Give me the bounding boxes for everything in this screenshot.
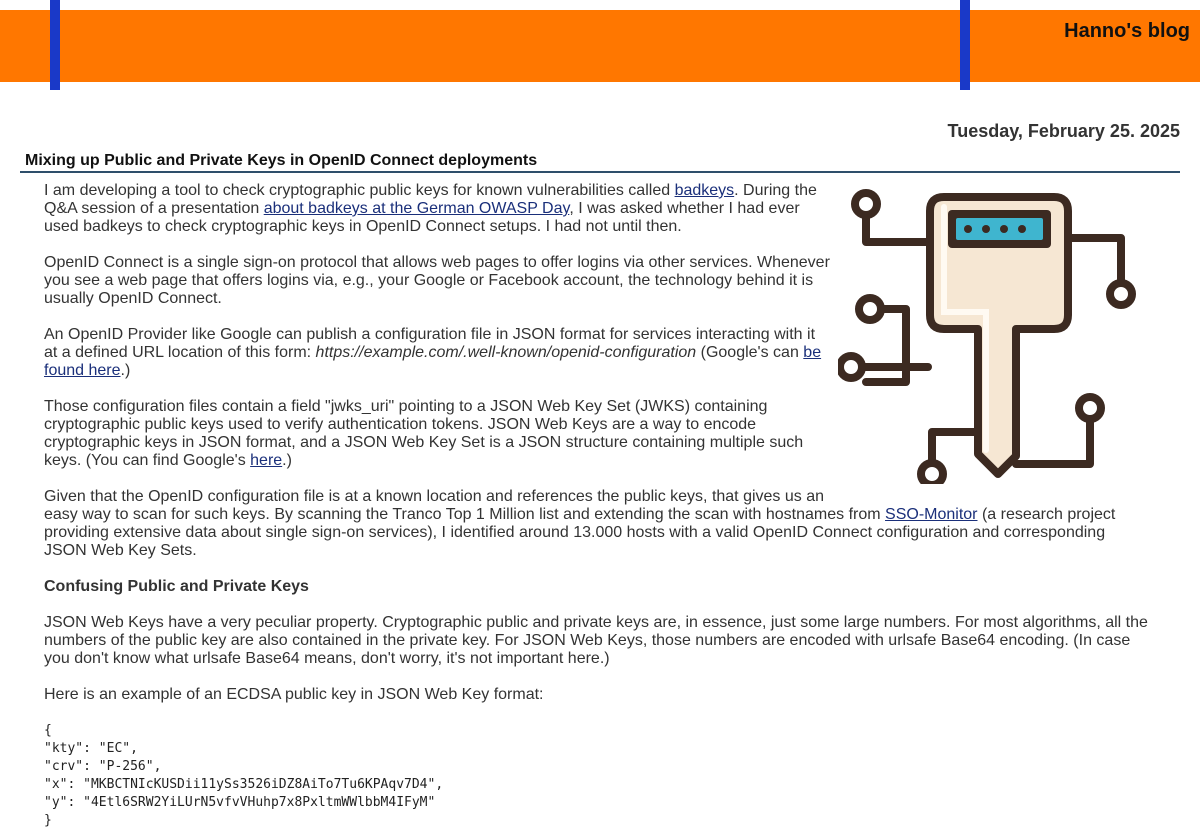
config-url: https://example.com/.well-known/openid-configuration [315, 344, 697, 361]
right-accent-bar [960, 0, 970, 90]
owasp-day-link[interactable]: about badkeys at the German OWASP Day [263, 200, 570, 217]
paragraph-jwk-property: JSON Web Keys have a very peculiar property. Cryptographic public and private keys are, in essence, just some large numbers. For most algorithms, all the numbers of the public key are also contained in the private key. For JSON Web Keys, those numbers are encoded with urlsafe Base64 encoding. (In case you don't know what urlsafe Base64 means, don't worry, it's not important here.) [44, 614, 1148, 667]
google-jwks-link[interactable]: here [250, 452, 283, 469]
key-circuit-icon [838, 182, 1148, 484]
paragraph-example-intro: Here is an example of an ECDSA public key in JSON Web Key format: [44, 686, 544, 703]
paragraph-openid: OpenID Connect is a single sign-on protocol that allows web pages to offer logins via other services. Whenever you see a web page that offers logins via, e.g., your Google or Facebook account, the technology behind it is usually OpenID Connect. [44, 254, 830, 307]
left-accent-bar [50, 0, 60, 90]
paragraph-scan: Given that the OpenID configuration file is at a known location and references the public keys, that gives us an easy way to scan for such keys. By scanning the Tranco Top 1 Million list and extending the scan with hostnames from SSO-Monitor (a research project providing extensive data about single sign-on services), I identified around 13.000 hosts with a valid OpenID Connect configuration and corresponding JSON Web Key Sets. [44, 488, 1116, 559]
code-block: { "kty": "EC", "crv": "P-256", "x": "MKBCTNIcKUSDii11ySs3526iDZ8AiTo7Tu6KPAqv7D4", "y": "4Etl6SRW2YiLUrN5vfvVHuhp7x8PxltmWWlbbM4IFyM" } [44, 723, 444, 828]
section-heading: Confusing Public and Private Keys [44, 578, 309, 595]
blog-title-link[interactable]: Hanno's blog [1064, 20, 1190, 42]
google-config-link[interactable]: be found here [44, 344, 822, 379]
header-banner [0, 10, 1200, 82]
entry-title: Mixing up Public and Private Keys in OpenID Connect deployments [20, 152, 1180, 173]
badkeys-link[interactable]: badkeys [674, 182, 735, 199]
paragraph-provider: An OpenID Provider like Google can publish a configuration file in JSON format for services interacting with it at a defined URL location of this form: https://example.com/.well-known/openid-configuration (Google's can be found here.) [44, 326, 822, 379]
sso-monitor-link[interactable]: SSO-Monitor [885, 506, 978, 523]
paragraph-intro: I am developing a tool to check cryptographic public keys for known vulnerabilities called badkeys. During the Q&A session of a presentation about badkeys at the German OWASP Day, I was asked whether I had ever used badkeys to check cryptographic keys in OpenID Connect setups. I had not until then. [44, 182, 817, 235]
paragraph-jwks: Those configuration files contain a field "jwks_uri" pointing to a JSON Web Key Set (JWKS) containing cryptographic public keys used to verify authentication tokens. JSON Web Keys are a way to encode cryptographic keys in JSON format, and a JSON Web Key Set is a JSON structure containing multiple such keys. (You can find Google's here.) [44, 398, 804, 469]
date-header: Tuesday, February 25. 2025 [947, 121, 1180, 141]
entry-body [44, 182, 1148, 830]
